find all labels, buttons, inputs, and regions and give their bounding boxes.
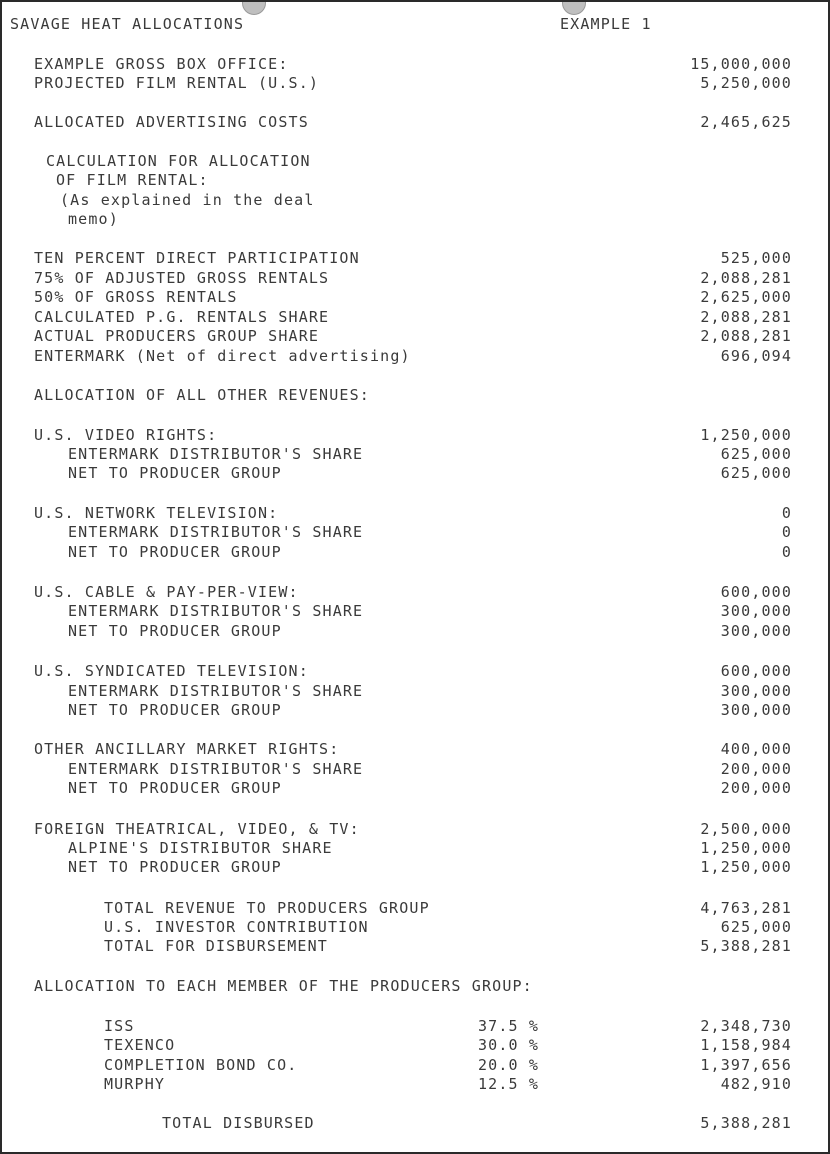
member-value: 2,348,730 (700, 1017, 792, 1035)
group-net-value: 0 (781, 543, 792, 561)
total-disbursed-value: 5,388,281 (700, 1114, 792, 1132)
member-percent: 30.0 % (478, 1036, 540, 1054)
group-title: OTHER ANCILLARY MARKET RIGHTS: (34, 740, 340, 758)
group-total: 600,000 (720, 662, 792, 680)
calc-note-line: CALCULATION FOR ALLOCATION (46, 152, 311, 170)
group-share-value: 300,000 (720, 682, 792, 700)
group-total: 1,250,000 (700, 426, 792, 444)
row-label: 50% OF GROSS RENTALS (34, 288, 238, 306)
group-net-label: NET TO PRODUCER GROUP (68, 464, 282, 482)
row-label: ACTUAL PRODUCERS GROUP SHARE (34, 327, 320, 345)
row-label: CALCULATED P.G. RENTALS SHARE (34, 308, 330, 326)
total-label: TOTAL REVENUE TO PRODUCERS GROUP (104, 899, 430, 917)
row-value: 2,088,281 (700, 308, 792, 326)
group-share-label: ENTERMARK DISTRIBUTOR'S SHARE (68, 760, 364, 778)
group-net-label: NET TO PRODUCER GROUP (68, 622, 282, 640)
total-value: 5,388,281 (700, 937, 792, 955)
row-label: ALLOCATED ADVERTISING COSTS (34, 113, 309, 131)
member-name: ISS (104, 1017, 135, 1035)
member-value: 482,910 (720, 1075, 792, 1093)
total-disbursed-label: TOTAL DISBURSED (162, 1114, 315, 1132)
member-value: 1,397,656 (700, 1056, 792, 1074)
row-value: 2,088,281 (700, 327, 792, 345)
group-share-label: ENTERMARK DISTRIBUTOR'S SHARE (68, 682, 364, 700)
row-value: 696,094 (720, 347, 792, 365)
row-label: PROJECTED FILM RENTAL (U.S.) (34, 74, 320, 92)
group-title: U.S. NETWORK TELEVISION: (34, 504, 279, 522)
group-share-value: 1,250,000 (700, 839, 792, 857)
member-name: MURPHY (104, 1075, 166, 1093)
group-net-value: 300,000 (720, 622, 792, 640)
calc-note-line: memo) (68, 210, 119, 228)
row-value: 15,000,000 (690, 55, 792, 73)
row-value: 525,000 (720, 249, 792, 267)
member-name: TEXENCO (104, 1036, 176, 1054)
group-net-value: 200,000 (720, 779, 792, 797)
document-title: SAVAGE HEAT ALLOCATIONS (10, 15, 245, 33)
row-value: 2,088,281 (700, 269, 792, 287)
section-heading: ALLOCATION TO EACH MEMBER OF THE PRODUCERS GROUP: (34, 977, 533, 995)
group-share-value: 0 (781, 523, 792, 541)
total-label: U.S. INVESTOR CONTRIBUTION (104, 918, 369, 936)
row-label: TEN PERCENT DIRECT PARTICIPATION (34, 249, 360, 267)
member-percent: 20.0 % (478, 1056, 540, 1074)
row-value: 2,465,625 (700, 113, 792, 131)
group-total: 2,500,000 (700, 820, 792, 838)
row-label: ENTERMARK (Net of direct advertising) (34, 347, 411, 365)
calc-note-line: (As explained in the deal (60, 191, 315, 209)
calc-note-line: OF FILM RENTAL: (56, 171, 209, 189)
punch-hole-icon (562, 0, 586, 15)
punch-hole-icon (242, 0, 266, 15)
group-total: 0 (781, 504, 792, 522)
row-label: 75% OF ADJUSTED GROSS RENTALS (34, 269, 330, 287)
example-label: EXAMPLE 1 (560, 15, 652, 33)
total-value: 4,763,281 (700, 899, 792, 917)
member-percent: 37.5 % (478, 1017, 540, 1035)
row-label: EXAMPLE GROSS BOX OFFICE: (34, 55, 289, 73)
group-net-value: 1,250,000 (700, 858, 792, 876)
group-share-value: 300,000 (720, 602, 792, 620)
member-name: COMPLETION BOND CO. (104, 1056, 298, 1074)
group-net-label: NET TO PRODUCER GROUP (68, 701, 282, 719)
group-share-label: ALPINE'S DISTRIBUTOR SHARE (68, 839, 333, 857)
total-label: TOTAL FOR DISBURSEMENT (104, 937, 328, 955)
group-net-label: NET TO PRODUCER GROUP (68, 858, 282, 876)
member-percent: 12.5 % (478, 1075, 540, 1093)
group-share-value: 200,000 (720, 760, 792, 778)
group-share-label: ENTERMARK DISTRIBUTOR'S SHARE (68, 445, 364, 463)
group-share-label: ENTERMARK DISTRIBUTOR'S SHARE (68, 602, 364, 620)
member-value: 1,158,984 (700, 1036, 792, 1054)
group-net-value: 300,000 (720, 701, 792, 719)
group-share-value: 625,000 (720, 445, 792, 463)
group-total: 400,000 (720, 740, 792, 758)
row-value: 5,250,000 (700, 74, 792, 92)
group-total: 600,000 (720, 583, 792, 601)
group-net-value: 625,000 (720, 464, 792, 482)
group-title: U.S. SYNDICATED TELEVISION: (34, 662, 309, 680)
row-value: 2,625,000 (700, 288, 792, 306)
total-value: 625,000 (720, 918, 792, 936)
group-net-label: NET TO PRODUCER GROUP (68, 779, 282, 797)
group-net-label: NET TO PRODUCER GROUP (68, 543, 282, 561)
section-heading: ALLOCATION OF ALL OTHER REVENUES: (34, 386, 370, 404)
group-title: FOREIGN THEATRICAL, VIDEO, & TV: (34, 820, 360, 838)
group-share-label: ENTERMARK DISTRIBUTOR'S SHARE (68, 523, 364, 541)
group-title: U.S. CABLE & PAY-PER-VIEW: (34, 583, 299, 601)
group-title: U.S. VIDEO RIGHTS: (34, 426, 218, 444)
